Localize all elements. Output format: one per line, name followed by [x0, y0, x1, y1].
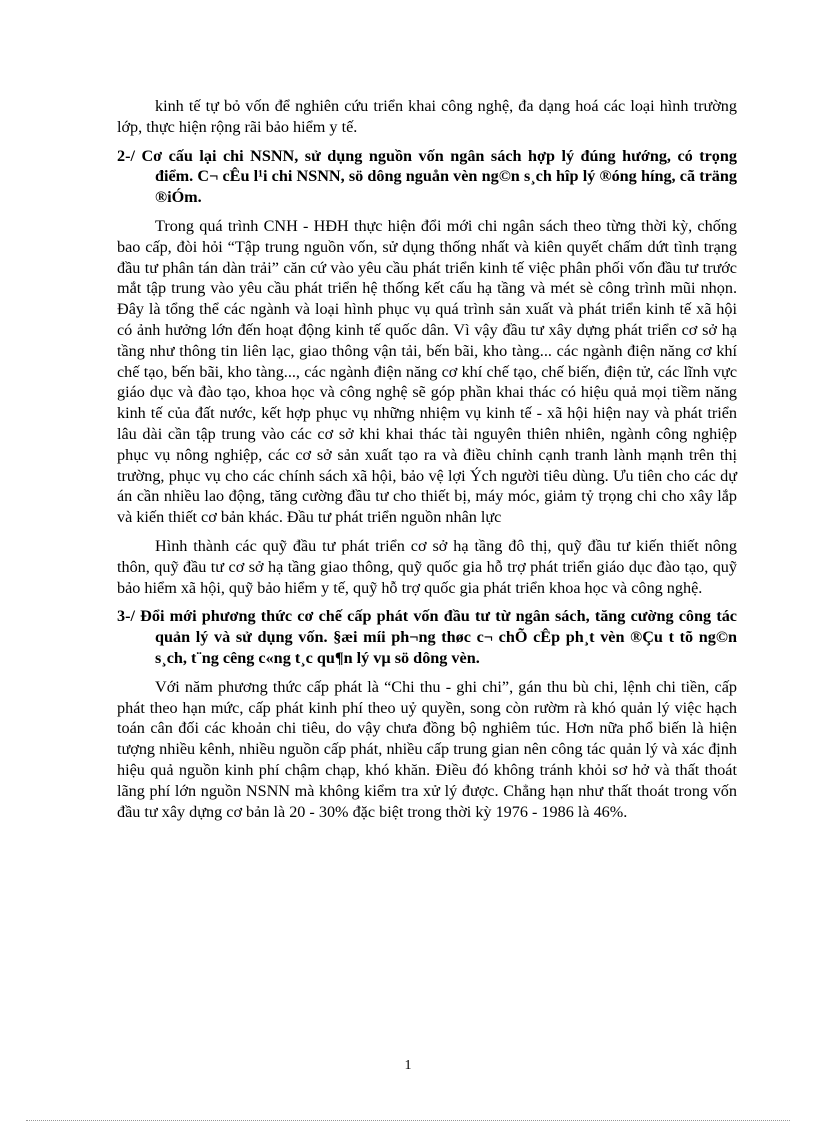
paragraph-body-2: Hình thành các quỹ đầu tư phát triển cơ sở hạ tầng đô thị, quỹ đầu tư kiến thiết nông thôn, quỹ đầu tư cơ sở hạ tầng giao thông, quỹ quốc gia hỗ trợ phát triển giáo dục đào tạo, quỹ bảo hiểm xã hội, quỹ bảo hiểm y tế, quỹ hỗ trợ quốc gia phát triển khoa học và công nghệ.: [117, 536, 737, 597]
section-heading-2: 2-/ Cơ cấu lại chi NSNN, sử dụng nguồn vốn ngân sách hợp lý đúng hướng, có trọng điểm. C¬ cÊu l¹i chi NSNN, sö dông nguån vèn ng©n s¸ch hîp lý ®óng híng, cã träng ®iÓm.: [117, 146, 737, 207]
paragraph-body-3: Với năm phương thức cấp phát là “Chi thu - ghi chi”, gán thu bù chi, lệnh chi tiền, cấp phát theo hạn mức, cấp phát kinh phí theo uỷ quyền, song còn rườm rà khó quản lý việc hạch toán cân đối các khoản chi tiêu, do vậy chưa đồng bộ nghiêm túc. Hơn nữa phổ biến là hiện tượng nhiều kênh, nhiều nguồn cấp phát, nhiều cấp trung gian nên công tác quản lý và xác định hiệu quả nguồn kinh phí chậm chạp, khó khăn. Điều đó không tránh khỏi sơ hở và thất thoát lãng phí lớn nguồn NSNN mà không kiểm tra xử lý được. Chẳng hạn như thất thoát trong vốn đầu tư xây dựng cơ bản là 20 - 30% đặc biệt trong thời kỳ 1976 - 1986 là 46%.: [117, 677, 737, 821]
document-page: [117, 96, 737, 822]
section-heading-3: 3-/ Đổi mới phương thức cơ chế cấp phát vốn đầu tư từ ngân sách, tăng cường công tác quản lý và sử dụng vốn. §æi míi ph¬ng thøc c¬ chÕ cÊp ph¸t vèn ®Çu t tõ ng©n s¸ch, t¨ng cêng c«ng t¸c qu¶n lý vµ sö dông vèn.: [117, 607, 737, 667]
paragraph-intro: kinh tế tự bỏ vốn để nghiên cứu triển khai công nghệ, đa dạng hoá các loại hình trường lớp, thực hiện rộng rãi bảo hiểm y tế.: [117, 97, 737, 136]
page-number: 1: [404, 1058, 412, 1073]
paragraph-body-1: Trong quá trình CNH - HĐH thực hiện đổi mới chi ngân sách theo từng thời kỳ, chống bao cấp, đòi hỏi “Tập trung nguồn vốn, sử dụng thống nhất và kiên quyết chấm dứt tình trạng đầu tư phân tán dàn trải” căn cứ vào yêu cầu phát triển kinh tế việc phân phối vốn đầu tư trước mắt tập trung vào yêu cầu phát triển hệ thống kết cấu hạ tầng và mét sè công trình mũi nhọn. Đây là tổng thể các ngành và loại hình phục vụ quá trình sản xuất và phát triển kinh tế xã hội có ảnh hưởng lớn đến hoạt động kinh tế quốc dân. Vì vậy đầu tư xây dựng phát triển cơ sở hạ tầng như thông tin liên lạc, giao thông vận tải, bến bãi, kho tàng... các ngành điện năng cơ khí chế tạo, bến bãi, kho tàng..., các ngành điện năng cơ khí chế tạo, chế biến, điện tử, các lĩnh vực giáo dục và đào tạo, khoa học và công nghệ sẽ góp phần khai thác có hiệu quả mọi tiềm năng kinh tế của đất nước, kết hợp phục vụ những nhiệm vụ kinh tế - xã hội hiện nay và phát triển lâu dài cần tập trung vào các cơ sở khi khai thác tài nguyên thiên nhiên, ngành công nghiệp phục vụ nông nghiệp, các cơ sở sản xuất tạo ra và điều chỉnh cạnh tranh lành mạnh trên thị trường, phục vụ cho các chính sách xã hội, bảo vệ lợi Ých người tiêu dùng. Ưu tiên cho các dự án cần nhiều lao động, tăng cường đầu tư cho thiết bị, máy móc, giảm tỷ trọng chi cho xây lắp và kiến thiết cơ bản khác. Đầu tư phát triển nguồn nhân lực: [117, 216, 737, 527]
footer-divider: [26, 1120, 790, 1121]
